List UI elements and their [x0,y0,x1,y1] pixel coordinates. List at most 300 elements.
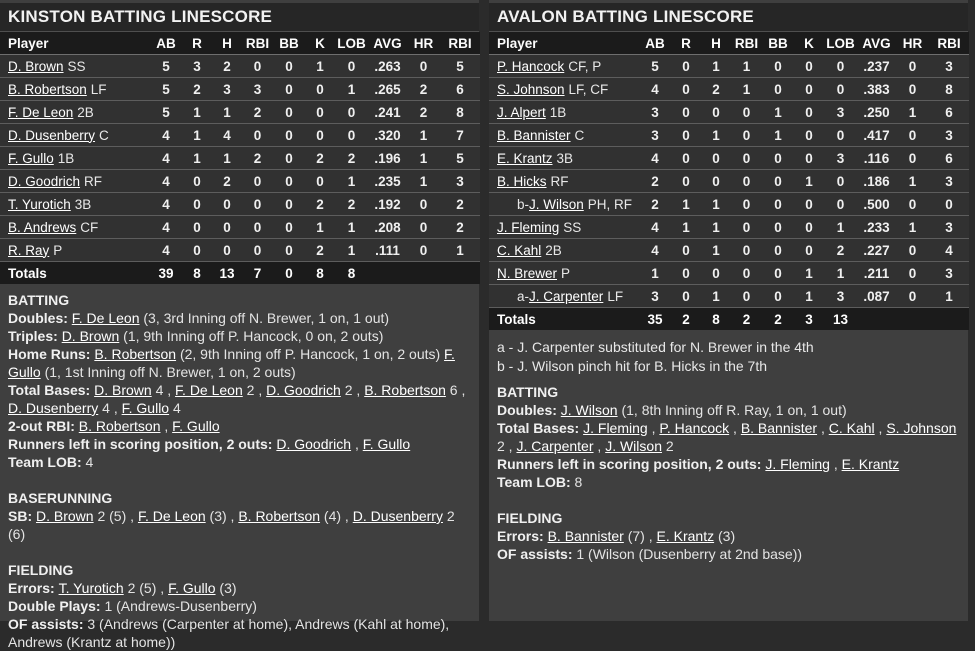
stat-cell: 1 [347,242,356,258]
stat-cell: 0 [945,196,953,212]
player-link[interactable]: B. Robertson [238,508,321,524]
stat-label: Triples: [8,328,62,344]
stat-cell: 1 [742,81,751,97]
stat-cell: 0 [774,242,782,258]
stat-cell: 2 [253,104,262,120]
text-span: 4 [85,454,94,470]
stat-cell: 4 [162,196,170,212]
position-label: PH, RF [587,196,633,212]
text-span: (3) , [205,508,239,524]
stat-line [8,345,470,381]
text-span: 2 [661,438,674,454]
stat-cell: 1 [419,127,428,143]
stat-cell: 0 [836,81,845,97]
stat-cell: 0 [805,219,813,235]
stat-cell: .417 [863,127,890,143]
player-row [489,193,969,216]
position-label: LF [90,81,107,97]
stat-cell: 2 [419,81,428,97]
player-link[interactable]: B. Bannister [497,127,571,143]
player-link[interactable]: C. Kahl [828,420,875,436]
player-link[interactable]: B. Hicks [497,173,547,189]
column-header: RBI [440,32,480,55]
stat-cell: 39 [158,265,174,281]
stat-cell: 2 [316,242,324,258]
player-link[interactable]: C. Kahl [497,242,542,258]
player-link[interactable]: E. Krantz [497,150,553,166]
player-cell [0,55,150,78]
stat-label: OF assists: [497,546,577,562]
position-label: 3B [556,150,574,166]
stat-cell: 2 [347,150,356,166]
player-cell [489,193,639,216]
player-link[interactable]: B. Robertson [94,346,177,362]
column-header: HR [896,32,929,55]
stat-cell: 0 [253,196,262,212]
text-span: 4 [169,400,181,416]
stat-cell: .265 [374,81,401,97]
stats-section [8,489,470,543]
stat-cell: 2 [223,58,231,74]
text-span: 2 , [242,382,267,398]
position-label: C [99,127,109,143]
totals-label: Totals [497,311,536,327]
player-row [0,124,480,147]
player-row [0,216,480,239]
position-label: 1B [57,150,75,166]
player-cell [0,216,150,239]
stat-cell: 1 [805,288,813,304]
stat-label: Doubles: [8,310,72,326]
text-span: (1, 1st Inning off N. Brewer, 1 on, 2 outs) [40,364,296,380]
batting-table-avalon [489,32,969,330]
stat-cell: 0 [805,196,813,212]
player-link[interactable]: F. De Leon [71,310,140,326]
stat-cell: 1 [805,173,813,189]
stat-cell: 0 [285,265,293,281]
player-link[interactable]: F. Gullo [362,436,411,452]
stat-cell: 1 [193,150,201,166]
stat-cell: 1 [742,58,751,74]
text-span: , [817,420,829,436]
column-header: K [305,32,335,55]
stat-cell: 1 [945,288,953,304]
text-span: , [351,436,363,452]
stat-line [497,401,959,419]
player-link[interactable]: P. Hancock [659,420,730,436]
stat-cell: 0 [223,242,231,258]
column-header-row [489,32,969,55]
stat-cell: 3 [651,288,659,304]
stat-cell: 2 [419,104,428,120]
stat-cell: 0 [682,288,690,304]
player-link[interactable]: P. Hancock [497,58,565,74]
section-heading: FIELDING [8,562,74,578]
stat-cell: .383 [863,81,890,97]
player-link[interactable]: T. Yurotich [58,580,124,596]
text-span: 2 (5) , [93,508,138,524]
stat-cell: 2 [456,196,464,212]
stat-cell: 0 [419,196,428,212]
stat-cell: 2 [253,150,262,166]
stat-line [497,545,959,563]
stat-cell: 8 [316,265,324,281]
stat-cell: 3 [651,104,659,120]
stat-cell: 0 [836,173,845,189]
stats-section [8,561,470,651]
stat-cell: 2 [316,150,324,166]
stat-cell: 4 [162,173,170,189]
stat-label: OF assists: [8,616,88,632]
stat-cell: 1 [908,219,917,235]
stat-cell: 0 [774,173,782,189]
stat-cell: .500 [863,196,890,212]
player-row [489,101,969,124]
player-link[interactable]: F. De Leon [137,508,206,524]
stat-cell: 0 [285,173,293,189]
stat-cell: 1 [836,265,845,281]
stat-cell: 0 [193,242,201,258]
stat-cell: .186 [863,173,890,189]
player-link[interactable]: S. Johnson [886,420,957,436]
stat-cell: 0 [774,58,782,74]
stat-cell: 0 [805,127,813,143]
position-label: 2B [545,242,562,258]
stat-cell: 0 [908,288,917,304]
player-link[interactable]: F. Gullo [168,580,216,596]
stat-cell: 1 [774,104,782,120]
player-link[interactable]: B. Andrews [8,219,77,235]
stat-cell: 0 [908,265,917,281]
stat-cell [407,262,440,285]
stat-cell: 0 [774,288,782,304]
player-cell [0,147,150,170]
player-cell [489,78,639,101]
stat-cell: 0 [805,58,813,74]
player-link[interactable]: J. Wilson [529,196,584,212]
stat-cell: 5 [162,81,170,97]
position-label: 1B [549,104,567,120]
player-link[interactable]: D. Dusenberry [8,127,96,143]
stat-cell: 1 [316,58,324,74]
player-cell [489,285,639,308]
panel-title-kinston: KINSTON BATTING LINESCORE [0,3,479,32]
text-span: , [593,438,606,454]
stat-cell: 0 [253,242,262,258]
player-cell [0,193,150,216]
column-header: BB [762,32,794,55]
stat-cell: 8 [193,265,201,281]
column-header: R [182,32,212,55]
player-link[interactable]: F. Gullo [8,150,54,166]
avalon-panel [489,0,968,621]
player-row [0,193,480,216]
text-span: 1 (Andrews-Dusenberry) [104,598,257,614]
player-cell [0,170,150,193]
stat-cell: 4 [651,242,659,258]
text-span: , [647,420,660,436]
player-row [0,55,480,78]
stat-cell: 0 [836,127,845,143]
stat-cell: 0 [774,265,782,281]
stat-cell: 1 [774,127,782,143]
batting-table-kinston [0,32,480,284]
stat-cell: 1 [908,104,917,120]
column-header: AB [150,32,182,55]
player-link[interactable]: N. Brewer [497,265,558,281]
section-heading: FIELDING [497,510,563,526]
player-row [489,170,969,193]
text-span: 2 , [340,382,365,398]
stat-cell: 1 [347,173,356,189]
stat-cell: .320 [374,127,401,143]
player-link[interactable]: F. Gullo [121,400,170,416]
stat-cell: .235 [374,173,401,189]
stat-cell: 3 [253,81,262,97]
player-link[interactable]: S. Johnson [497,81,565,97]
stat-cell: 0 [836,58,845,74]
stat-cell: 0 [742,127,751,143]
stat-cell: 0 [805,81,813,97]
player-cell [489,55,639,78]
player-link[interactable]: J. Carpenter [516,438,594,454]
stat-cell [440,262,480,285]
text-span: , [829,456,842,472]
column-header: RBI [242,32,273,55]
stat-cell: 35 [647,311,663,327]
stat-line [497,473,959,491]
stat-cell: 1 [419,150,428,166]
player-link[interactable]: F. Gullo [172,418,220,434]
player-link[interactable]: B. Bannister [547,528,624,544]
column-header: HR [407,32,440,55]
stat-cell: 1 [316,219,324,235]
text-span: 3 (Andrews (Carpenter at home), Andrews (Kahl at home), Andrews (Krantz at home)) [8,616,450,650]
stat-cell: 6 [945,104,953,120]
stat-cell: 0 [682,127,690,143]
column-header: LOB [824,32,857,55]
stat-cell: 1 [712,58,720,74]
stat-cell: 3 [945,173,953,189]
stat-cell: 3 [836,104,845,120]
player-row [489,55,969,78]
stat-cell: 3 [805,311,813,327]
position-label: P [561,265,571,281]
stat-cell: .192 [374,196,401,212]
player-link[interactable]: D. Goodrich [8,173,81,189]
player-cell [489,124,639,147]
stat-line [8,417,470,435]
player-cell [0,124,150,147]
player-link[interactable]: F. De Leon [175,382,243,398]
stat-cell: 0 [712,150,720,166]
stat-cell: 0 [774,219,782,235]
stat-cell: 0 [836,196,845,212]
stat-cell: 0 [193,219,201,235]
stat-cell: 0 [316,127,324,143]
stat-cell: 0 [193,173,201,189]
stat-cell: 0 [908,150,917,166]
player-link[interactable]: R. Ray [8,242,50,258]
stat-cell: 0 [419,58,428,74]
stat-cell: 3 [193,58,201,74]
stat-cell: 1 [682,196,690,212]
stat-cell: 0 [742,219,751,235]
stat-cell: 4 [945,242,953,258]
player-link[interactable]: D. Goodrich [276,436,352,452]
stat-label: Doubles: [497,402,561,418]
stat-cell: .208 [374,219,401,235]
stat-cell: 1 [419,173,428,189]
stat-cell: .116 [863,150,890,166]
stat-label: Home Runs: [8,346,95,362]
stat-cell: 4 [162,219,170,235]
player-link[interactable]: E. Krantz [841,456,900,472]
stat-cell: 0 [712,265,720,281]
stat-cell: 0 [712,104,720,120]
stat-cell: 0 [908,242,917,258]
substitution-prefix: a- [517,288,530,304]
stat-cell: 0 [908,81,917,97]
stat-cell: 2 [682,311,690,327]
player-cell [489,101,639,124]
player-row [0,78,480,101]
totals-row [0,262,480,285]
stats-section [8,291,470,471]
stat-cell: 0 [908,58,917,74]
column-header-player: Player [0,32,150,55]
stat-cell: .087 [863,288,890,304]
stat-cell: 5 [651,58,659,74]
stat-cell: 0 [223,219,231,235]
column-header: RBI [929,32,969,55]
stat-cell: 0 [682,104,690,120]
stat-cell: 0 [742,173,751,189]
stat-cell: 1 [193,127,201,143]
player-cell [489,239,639,262]
stat-cell: 0 [805,150,813,166]
player-link[interactable]: B. Robertson [78,418,161,434]
player-row [489,78,969,101]
substitution-prefix: b- [517,196,530,212]
text-span: (3) [215,580,237,596]
stat-line [497,419,959,455]
stat-cell: 2 [223,173,231,189]
player-row [489,216,969,239]
stat-cell: 0 [419,242,428,258]
stats-text-avalon [489,376,968,563]
stat-cell: 0 [223,196,231,212]
player-cell [489,170,639,193]
stat-line [8,327,470,345]
column-header: H [212,32,242,55]
stat-cell: 0 [285,81,293,97]
stat-cell: 0 [419,219,428,235]
player-cell [489,147,639,170]
section-heading: BATTING [497,384,559,400]
stat-cell: 7 [253,265,262,281]
player-link[interactable]: B. Bannister [740,420,818,436]
player-link[interactable]: J. Wilson [605,438,662,454]
stats-section [497,383,959,491]
stat-cell: 0 [774,81,782,97]
stat-cell: 3 [945,265,953,281]
stat-cell: 0 [712,173,720,189]
player-link[interactable]: J. Alpert [497,104,546,120]
stat-cell: 1 [712,219,720,235]
section-heading: BATTING [8,292,70,308]
position-label: P [53,242,63,258]
stat-cell: 0 [316,104,324,120]
stat-cell: 3 [651,127,659,143]
player-link[interactable]: J. Fleming [583,420,648,436]
player-link[interactable]: B. Robertson [364,382,446,398]
player-link[interactable]: F. Gullo [8,346,455,380]
player-link[interactable]: D. Brown [36,508,94,524]
player-link[interactable]: J. Fleming [497,219,560,235]
stat-cell: 2 [774,311,782,327]
column-header: AB [639,32,671,55]
stat-line [8,579,470,597]
stat-cell: .196 [374,150,401,166]
player-link[interactable]: D. Dusenberry [352,508,443,524]
player-row [0,170,480,193]
player-row [0,239,480,262]
stat-cell: .241 [374,104,401,120]
substitution-note: b - J. Wilson pinch hit for B. Hicks in the 7th [497,358,767,374]
player-link[interactable]: D. Dusenberry [8,400,99,416]
player-link[interactable]: J. Wilson [560,402,618,418]
player-link[interactable]: D. Brown [8,58,64,74]
player-link[interactable]: D. Brown [61,328,120,344]
stat-cell: 13 [832,311,849,327]
player-link[interactable]: J. Carpenter [529,288,604,304]
stat-cell: .237 [863,58,890,74]
player-link[interactable]: J. Fleming [765,456,830,472]
stat-cell: 5 [162,58,170,74]
position-label: LF [607,288,624,304]
stat-cell: 3 [456,173,464,189]
player-link[interactable]: E. Krantz [656,528,715,544]
stat-cell: 8 [945,81,953,97]
stat-cell: 1 [712,288,720,304]
player-cell [0,78,150,101]
stat-cell: 1 [347,81,356,97]
panel-title-avalon: AVALON BATTING LINESCORE [489,3,968,32]
stat-cell: 1 [193,104,201,120]
stat-cell: 0 [682,81,690,97]
stat-cell [857,308,896,331]
stat-cell: 0 [805,104,813,120]
stats-text-kinston [0,284,479,651]
stat-label: Runners left in scoring position, 2 outs: [8,436,277,452]
player-link[interactable]: T. Yurotich [8,196,71,212]
text-span: 4 , [98,400,122,416]
stat-cell: 1 [682,219,690,235]
player-row [0,101,480,124]
player-row [489,285,969,308]
stat-cell: 6 [945,150,953,166]
stat-cell: 2 [836,242,845,258]
column-header: R [671,32,701,55]
player-link[interactable]: D. Goodrich [266,382,341,398]
player-link[interactable]: D. Brown [94,382,152,398]
player-link[interactable]: B. Robertson [8,81,87,97]
stat-label: Team LOB: [8,454,86,470]
stat-cell: 0 [253,58,262,74]
player-link[interactable]: F. De Leon [8,104,74,120]
stat-cell: 3 [836,288,845,304]
